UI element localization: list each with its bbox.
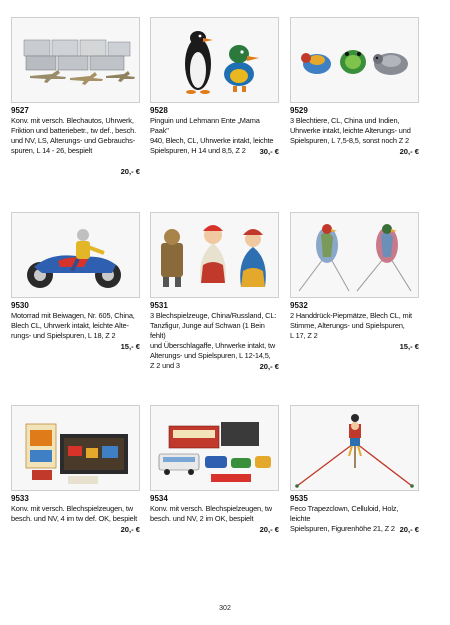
lot-price: 20,- € xyxy=(120,167,140,176)
lot-price: 20,- € xyxy=(259,362,279,371)
tin-figures-image xyxy=(151,213,278,297)
motorcycle-image xyxy=(12,213,139,297)
lot-number: 9531 xyxy=(150,301,168,310)
lot-description: 2 Handdrück-Piepmätze, Blech CL, mit Stimme, Alterungs- und Spielspuren, L 17, Z 2 xyxy=(290,311,412,341)
lot-description: Konv. mit versch. Blechspielzeugen, tw besch. und NV, 2 im OK, bespielt xyxy=(150,504,272,524)
lot-photo xyxy=(290,212,419,298)
lot-description: Konv. mit versch. Blechautos, Uhrwerk, Friktion und batteriebetr., tw def., besch. und NV, LS, Alterungs- und Gebrauchs- spuren, L 14 - 26, bespielt xyxy=(11,116,137,156)
lot-description: Motorrad mit Beiwagen, Nr. 605, China, Blech CL, Uhrwerk intakt, leichte Alte- rungs- und Spielspuren, L 18, Z 2 xyxy=(11,311,135,341)
lot-photo xyxy=(11,212,140,298)
airport-set-image xyxy=(12,18,139,102)
lot-price: 20,- € xyxy=(399,525,419,534)
lot-photo xyxy=(150,17,279,103)
lot-number: 9528 xyxy=(150,106,168,115)
lot-photo xyxy=(11,405,140,491)
lot-price: 30,- € xyxy=(259,147,279,156)
lot-number: 9533 xyxy=(11,494,29,503)
lot-description: Pinguin und Lehmann Ente „Mama Paak" 940, Blech, CL, Uhrwerke intakt, leichte Spielspuren, H 14 und 8,5, Z 2 xyxy=(150,116,274,156)
lot-number: 9529 xyxy=(290,106,308,115)
lot-description: Konv. mit versch. Blechspielzeugen, tw besch. und NV, 4 im tw def. OK, bespielt xyxy=(11,504,138,524)
lot-description: 3 Blechtiere, CL, China und Indien, Uhrwerke intakt, leichte Alterungs- und Spielspuren, L 7,5-8,5, sonst noch Z 2 xyxy=(290,116,411,146)
lot-price: 20,- € xyxy=(120,525,140,534)
lot-description: 3 Blechspielzeuge, China/Russland, CL: Tanzfigur, Junge auf Schwan (1 Bein fehlt) und Überschlagaffe, Uhrwerke intakt, tw Alterungs- und Spielspuren, L 12-14,5, Z 2 und 3 xyxy=(150,311,277,371)
lot-number: 9530 xyxy=(11,301,29,310)
penguin-duck-image xyxy=(151,18,278,102)
lot-number: 9534 xyxy=(150,494,168,503)
lot-photo xyxy=(150,405,279,491)
lot-photo xyxy=(290,17,419,103)
trapeze-clown-image xyxy=(291,406,418,490)
lot-number: 9532 xyxy=(290,301,308,310)
lot-description: Feco Trapezclown, Celluloid, Holz, leichte Spielspuren, Figurenhöhe 21, Z 2 xyxy=(290,504,399,534)
boxed-toys-image xyxy=(12,406,139,490)
lot-price: 20,- € xyxy=(399,147,419,156)
page-number: 302 xyxy=(219,605,231,612)
lot-number: 9527 xyxy=(11,106,29,115)
tin-animals-image xyxy=(291,18,418,102)
tin-birds-image xyxy=(291,213,418,297)
lot-photo xyxy=(150,212,279,298)
lot-photo xyxy=(11,17,140,103)
bus-cars-image xyxy=(151,406,278,490)
lot-price: 20,- € xyxy=(259,525,279,534)
lot-price: 15,- € xyxy=(399,342,419,351)
lot-number: 9535 xyxy=(290,494,308,503)
lot-price: 15,- € xyxy=(120,342,140,351)
lot-photo xyxy=(290,405,419,491)
